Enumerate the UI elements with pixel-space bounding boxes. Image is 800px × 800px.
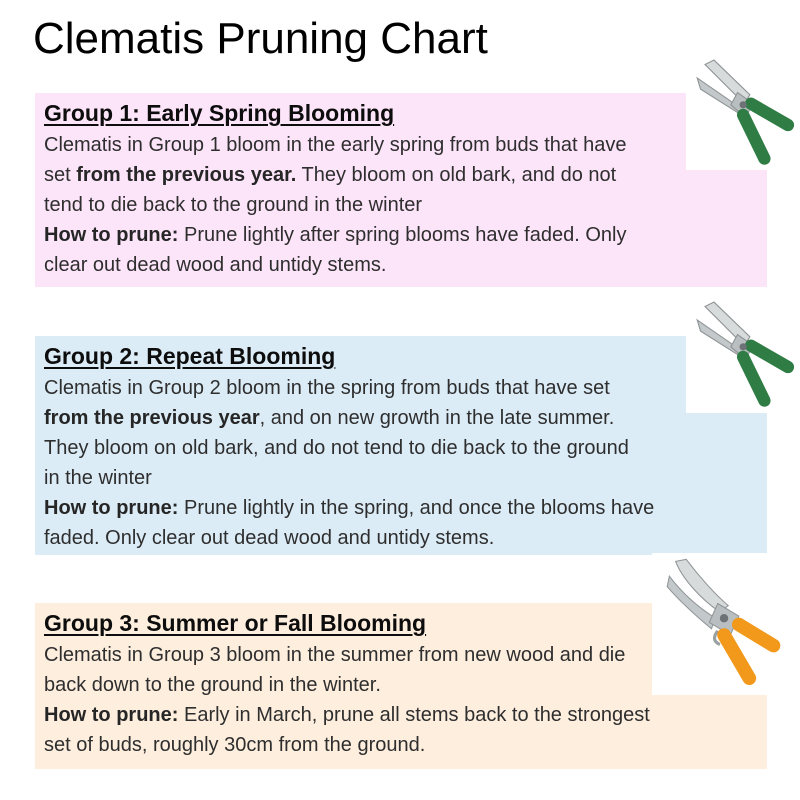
group3-body: Clematis in Group 3 bloom in the summer from new wood and die back down to the ground in the winter. How to prune: Early in March, prune all stems back to the strongest set of buds, roughly 30cm from the ground. (44, 644, 650, 756)
group3-heading: Group 3: Summer or Fall Blooming (44, 610, 427, 636)
group2-heading: Group 2: Repeat Blooming (44, 343, 336, 369)
green-pruning-shears-icon (686, 52, 798, 170)
group2-section (35, 336, 767, 555)
group1-section (35, 93, 767, 287)
page-title: Clematis Pruning Chart (33, 14, 488, 63)
group1-body: Clematis in Group 1 bloom in the early spring from buds that have set from the previous year. They bloom on old bark, and do not tend to die back to the ground in the winter How to prune: Prune lightly after spring blooms have faded. Only clear out dead wood and untidy stems. (44, 134, 627, 276)
green-pruning-shears-icon (686, 293, 798, 413)
orange-pruning-shears-icon (652, 553, 794, 695)
group2-body: Clematis in Group 2 bloom in the spring from buds that have set from the previous year, and on new growth in the late summer. They bloom on old bark, and do not tend to die back to the ground in the winter How to prune: Prune lightly in the spring, and once the blooms have faded. Only clear out dead wood and untidy stems. (44, 377, 655, 549)
group1-heading: Group 1: Early Spring Blooming (44, 100, 395, 126)
